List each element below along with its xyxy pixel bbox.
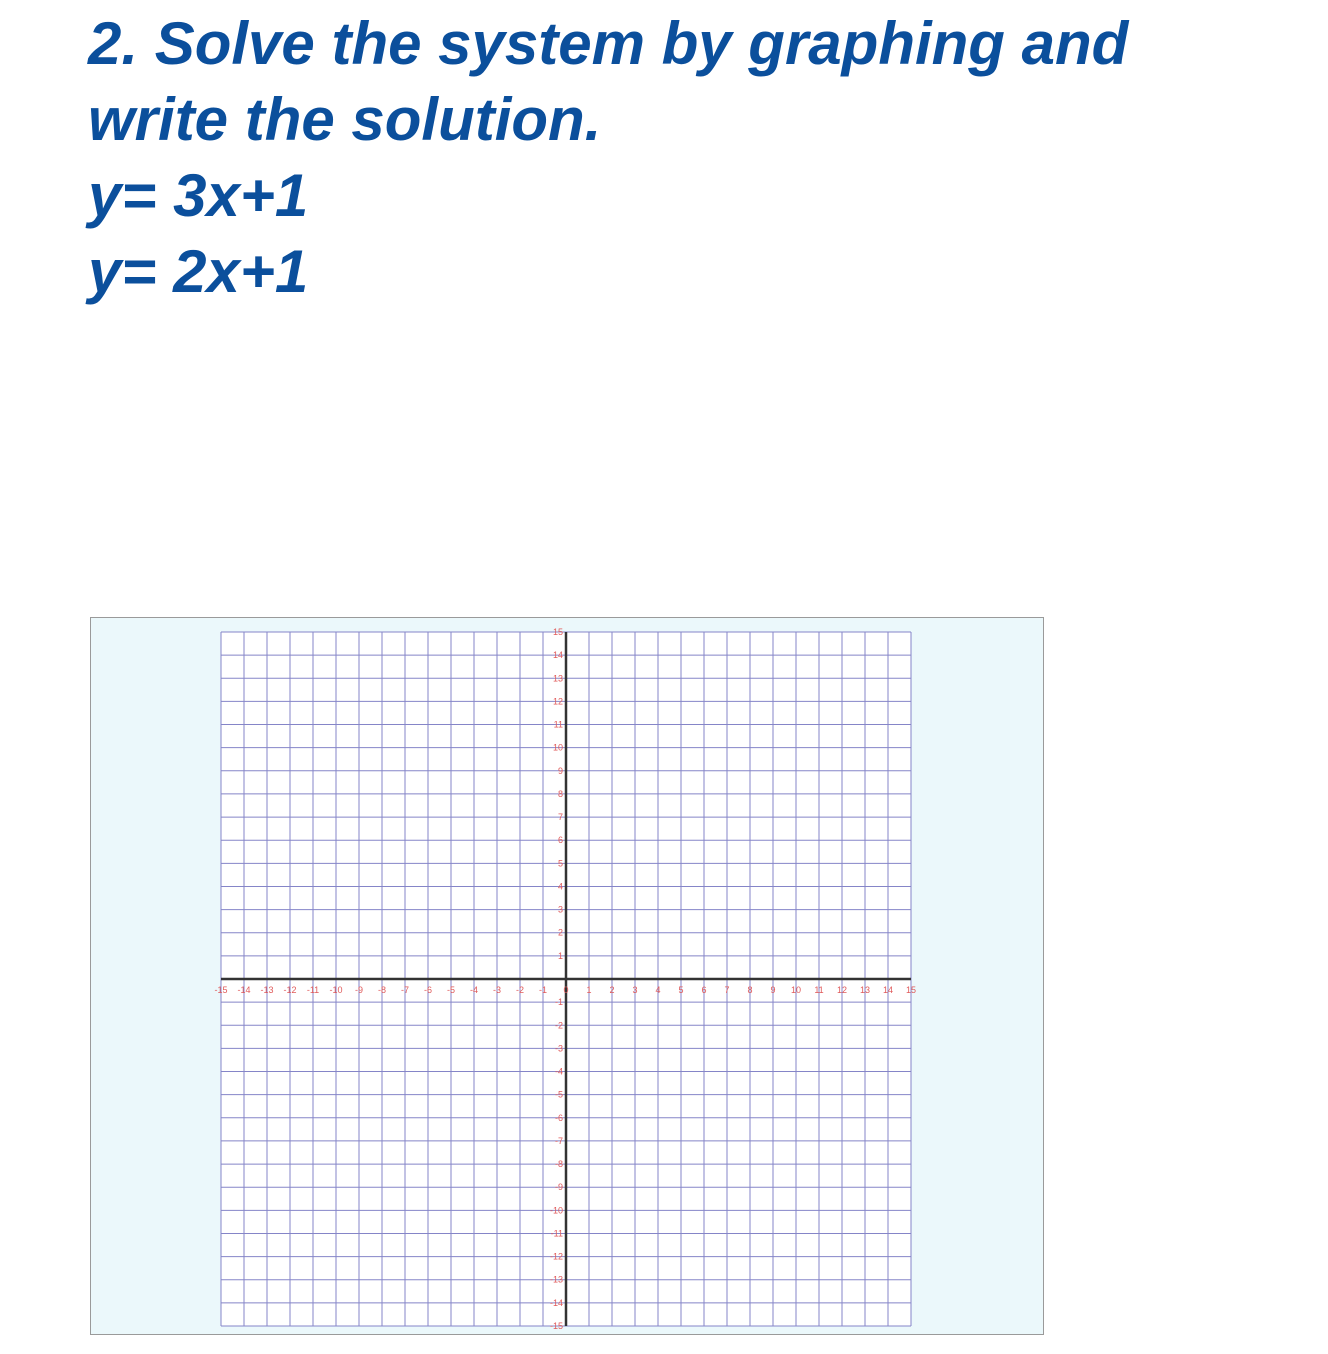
y-tick-label: -11 bbox=[550, 1228, 563, 1239]
y-tick-label: -4 bbox=[554, 1066, 563, 1077]
problem-heading-line-2: write the solution. bbox=[88, 86, 602, 153]
x-tick-label: 8 bbox=[747, 985, 753, 995]
y-tick-label: -9 bbox=[554, 1182, 563, 1193]
x-tick-label: -3 bbox=[492, 985, 502, 995]
y-tick-label: 9 bbox=[557, 765, 563, 776]
y-tick-label: 12 bbox=[552, 696, 563, 707]
x-tick-label: 13 bbox=[859, 985, 871, 995]
y-tick-label: 6 bbox=[557, 835, 563, 846]
x-tick-label: -8 bbox=[377, 985, 387, 995]
x-tick-label: 5 bbox=[678, 985, 684, 995]
x-tick-label: 1 bbox=[586, 985, 592, 995]
x-tick-label: -10 bbox=[329, 985, 343, 995]
x-tick-label: 15 bbox=[905, 985, 917, 995]
y-tick-label: 2 bbox=[557, 927, 563, 938]
equation-2: y= 2x+1 bbox=[88, 238, 309, 305]
x-tick-label: 7 bbox=[724, 985, 730, 995]
y-tick-label: 3 bbox=[557, 904, 563, 915]
y-tick-label: 10 bbox=[552, 742, 563, 753]
y-tick-label: 1 bbox=[557, 950, 563, 961]
y-tick-label: 11 bbox=[553, 719, 563, 730]
x-tick-label: -14 bbox=[237, 985, 251, 995]
x-tick-label: -6 bbox=[423, 985, 433, 995]
x-tick-label: -1 bbox=[538, 985, 548, 995]
y-tick-label: 14 bbox=[552, 650, 563, 661]
y-tick-label: -15 bbox=[549, 1321, 563, 1331]
y-tick-label: -8 bbox=[554, 1159, 563, 1170]
x-tick-label: 0 bbox=[563, 985, 569, 995]
problem-heading-line-1: 2. Solve the system by graphing and bbox=[88, 10, 1129, 77]
x-tick-label: 11 bbox=[814, 985, 824, 995]
y-tick-label: -14 bbox=[549, 1297, 563, 1308]
y-tick-label: 15 bbox=[552, 627, 563, 637]
y-tick-label: 4 bbox=[557, 881, 563, 892]
y-tick-label: -3 bbox=[554, 1043, 563, 1054]
y-tick-label: -1 bbox=[554, 997, 563, 1008]
equation-1: y= 3x+1 bbox=[88, 162, 309, 229]
y-tick-label: 13 bbox=[552, 673, 563, 684]
y-tick-label: 8 bbox=[557, 788, 563, 799]
x-tick-label: -2 bbox=[515, 985, 525, 995]
x-tick-label: -5 bbox=[446, 985, 456, 995]
y-tick-label: 7 bbox=[557, 812, 563, 823]
y-tick-label: 5 bbox=[557, 858, 563, 869]
x-tick-label: 6 bbox=[701, 985, 707, 995]
x-tick-label: 9 bbox=[770, 985, 776, 995]
x-tick-label: 10 bbox=[790, 985, 802, 995]
y-tick-label: -10 bbox=[549, 1205, 563, 1216]
coordinate-grid[interactable] bbox=[91, 618, 1043, 1334]
graph-panel bbox=[90, 617, 1044, 1335]
y-tick-label: -5 bbox=[554, 1089, 563, 1100]
problem-statement bbox=[88, 6, 1308, 310]
x-tick-label: 2 bbox=[609, 985, 615, 995]
x-tick-label: -13 bbox=[260, 985, 274, 995]
x-tick-label: -4 bbox=[469, 985, 479, 995]
x-tick-label: -9 bbox=[354, 985, 364, 995]
x-tick-label: -7 bbox=[400, 985, 410, 995]
x-tick-label: 3 bbox=[632, 985, 638, 995]
x-tick-label: 12 bbox=[836, 985, 848, 995]
x-tick-label: -12 bbox=[283, 985, 297, 995]
y-tick-label: -12 bbox=[549, 1251, 563, 1262]
y-tick-label: -2 bbox=[554, 1020, 563, 1031]
x-tick-label: -15 bbox=[214, 985, 228, 995]
y-tick-label: -13 bbox=[549, 1274, 563, 1285]
x-tick-label: -11 bbox=[306, 985, 320, 995]
y-tick-label: -7 bbox=[554, 1135, 563, 1146]
y-tick-label: -6 bbox=[554, 1112, 563, 1123]
x-tick-label: 4 bbox=[655, 985, 661, 995]
x-tick-label: 14 bbox=[882, 985, 894, 995]
